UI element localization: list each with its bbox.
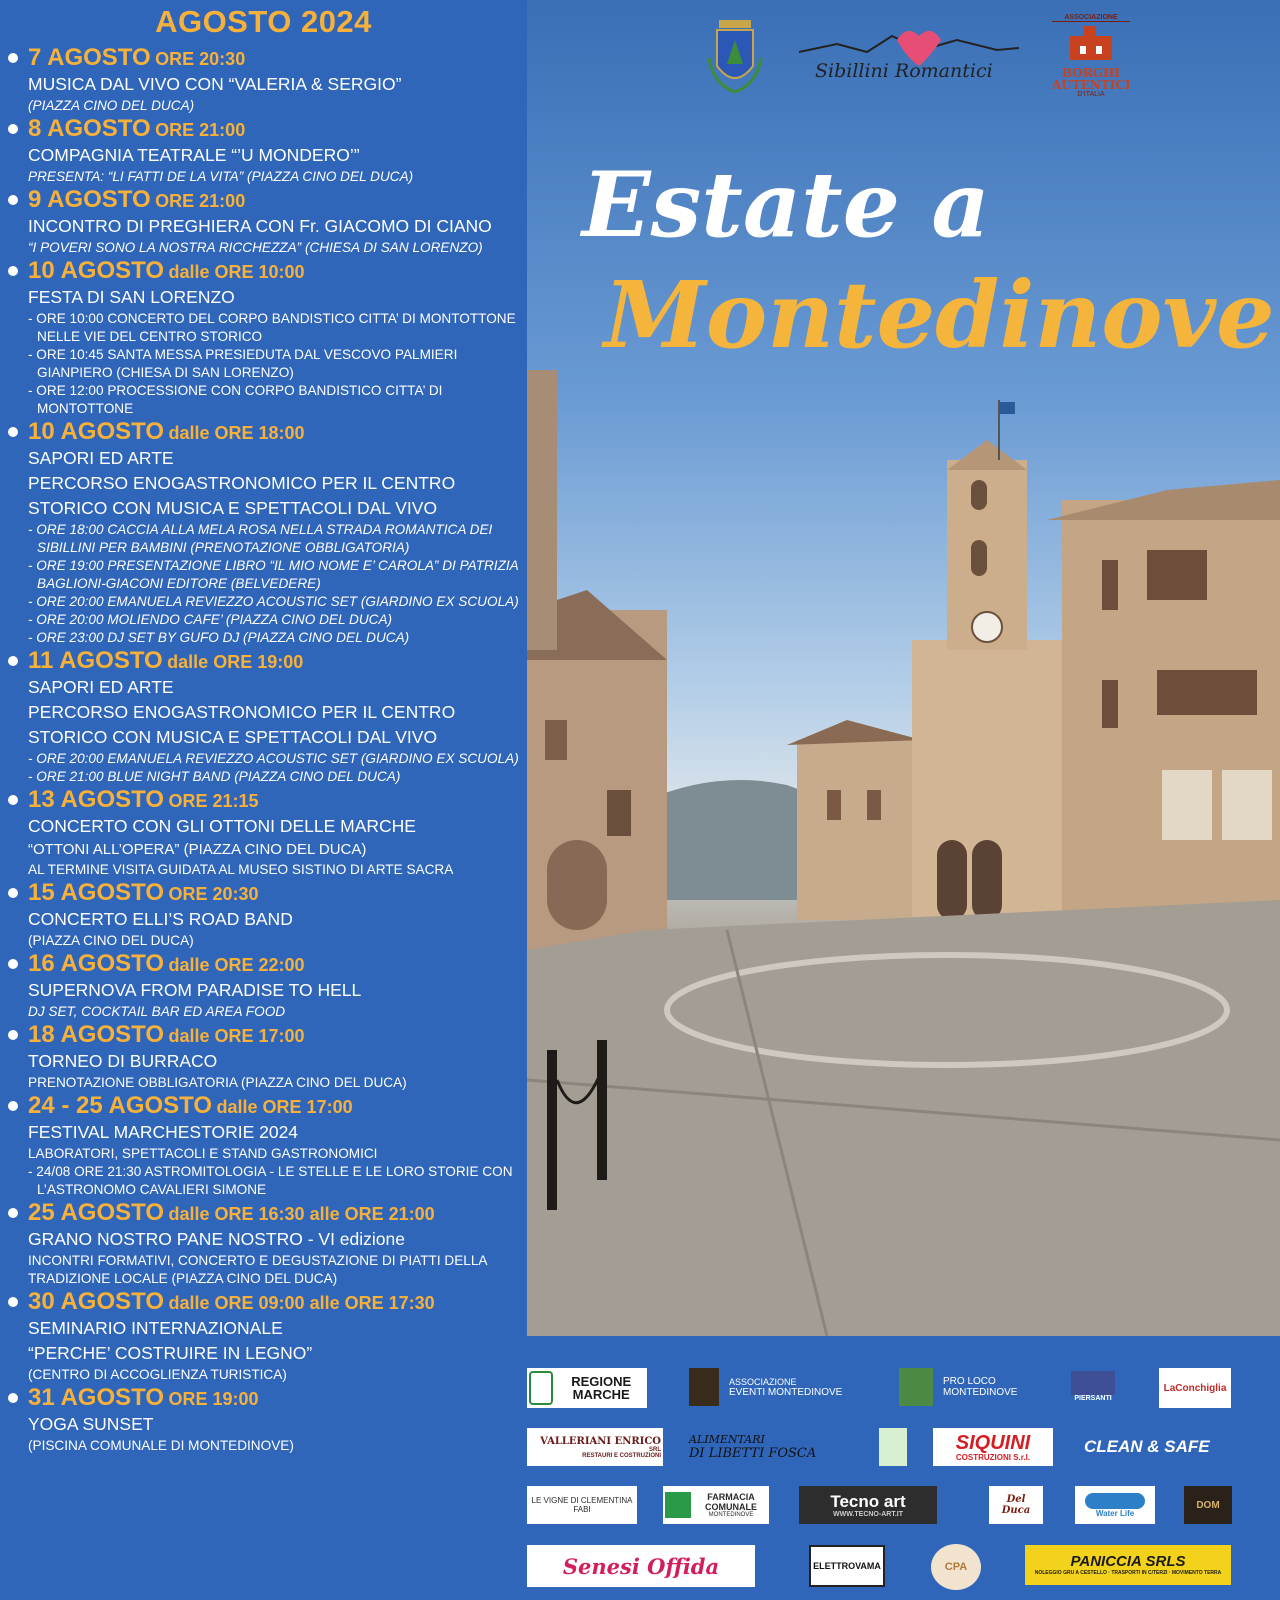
- event-item: [6, 1288, 524, 1384]
- alimentari-name: DI LIBETTI FOSCA: [689, 1446, 817, 1461]
- bullet-icon: [8, 266, 18, 276]
- event-header: [28, 1384, 524, 1412]
- event-detail: DJ SET, COCKTAIL BAR ED AREA FOOD: [28, 1004, 286, 1019]
- pharmacy-cross-icon: [665, 1492, 691, 1518]
- sponsors-area: [527, 1336, 1280, 1600]
- siquini-sub: COSTRUZIONI S.r.l.: [955, 1452, 1031, 1462]
- bullet-icon: [8, 1030, 18, 1040]
- wave-icon: [1085, 1493, 1145, 1509]
- paniccia-sub: NOLEGGIO GRU A CESTELLO · TRASPORTI IN C/TERZI · MOVIMENTO TERRA: [1034, 1570, 1222, 1576]
- event-date: 24 - 25 AGOSTO: [28, 1092, 213, 1119]
- regione-marche-logo: [527, 1368, 647, 1408]
- event-detail: - ORE 18:00 CACCIA ALLA MELA ROSA NELLA STRADA ROMANTICA DEI SIBILLINI PER BAMBINI (PRENOTAZIONE OBBLIGATORIA): [28, 522, 493, 555]
- del-duca-logo: [989, 1486, 1043, 1524]
- event-header: [28, 1092, 524, 1120]
- event-detail: TORNEO DI BURRACO: [28, 1051, 218, 1071]
- event-time: ORE 21:15: [168, 791, 259, 811]
- event-item: [6, 1021, 524, 1092]
- piersanti-text: PIERSANTI: [1074, 1394, 1112, 1402]
- event-date: 8 AGOSTO: [28, 115, 151, 142]
- event-detail: “I POVERI SONO LA NOSTRA RICCHEZZA” (CHIESA DI SAN LORENZO): [28, 240, 483, 255]
- event-detail: FESTA DI SAN LORENZO: [28, 287, 235, 307]
- bullet-icon: [8, 53, 18, 63]
- program-title: AGOSTO 2024: [155, 4, 372, 39]
- cpa-logo: [931, 1544, 981, 1590]
- event-date: 10 AGOSTO: [28, 257, 165, 284]
- poster-title-line1: Estate a: [582, 152, 990, 258]
- elettrovama-text: ELETTROVAMA: [813, 1561, 881, 1571]
- piersanti-icon: [1071, 1371, 1115, 1395]
- event-item: [6, 44, 524, 115]
- event-date: 7 AGOSTO: [28, 44, 151, 71]
- event-detail: - ORE 23:00 DJ SET BY GUFO DJ (PIAZZA CINO DEL DUCA): [28, 630, 410, 645]
- event-detail: CONCERTO ELLI’S ROAD BAND: [28, 909, 293, 929]
- event-time: ORE 19:00: [168, 1389, 259, 1409]
- event-time: ORE 21:00: [155, 191, 246, 211]
- event-date: 10 AGOSTO: [28, 418, 165, 445]
- paniccia-text: PANICCIA SRLS: [1070, 1553, 1186, 1570]
- clean-safe-text: CLEAN & SAFE: [1084, 1437, 1210, 1456]
- event-detail: - ORE 19:00 PRESENTAZIONE LIBRO “IL MIO NOME E’ CAROLA” DI PATRIZIA BAGLIONI-GIACONI EDITORE (BELVEDERE): [28, 558, 519, 591]
- event-detail: PERCORSO ENOGASTRONOMICO PER IL CENTRO STORICO CON MUSICA E SPETTACOLI DAL VIVO: [28, 473, 456, 518]
- event-detail: FESTIVAL MARCHESTORIE 2024: [28, 1122, 299, 1142]
- tecno-art-text: Tecno art: [830, 1491, 906, 1511]
- event-time: dalle ORE 22:00: [168, 955, 305, 975]
- event-time: dalle ORE 10:00: [168, 262, 305, 282]
- farmacia-sub: MONTEDINOVE: [708, 1512, 754, 1518]
- event-list: [6, 44, 524, 1455]
- poster-title-line2: Montedinove: [604, 261, 1275, 369]
- le-vigne-logo: [527, 1486, 637, 1524]
- event-header: [28, 879, 524, 907]
- event-time: dalle ORE 19:00: [167, 652, 304, 672]
- sibillini-romantici-logo: [797, 22, 1022, 92]
- small-green-logo: [879, 1428, 907, 1466]
- event-detail: “OTTONI ALL’OPERA” (PIAZZA CINO DEL DUCA): [28, 841, 367, 858]
- event-item: [6, 1384, 524, 1455]
- event-header: [28, 418, 524, 446]
- event-item: [6, 115, 524, 186]
- event-detail: COMPAGNIA TEATRALE “’U MONDERO’”: [28, 145, 360, 165]
- dom-text: DOM: [1196, 1499, 1220, 1511]
- event-header: [28, 115, 524, 143]
- event-detail: PRESENTA: “LI FATTI DE LA VITA” (PIAZZA CINO DEL DUCA): [28, 169, 414, 184]
- event-header: [28, 257, 524, 285]
- event-detail: (PIAZZA CINO DEL DUCA): [28, 933, 194, 948]
- event-detail: - ORE 20:00 EMANUELA REVIEZZO ACOUSTIC SET (GIARDINO EX SCUOLA): [28, 751, 519, 766]
- event-detail: LABORATORI, SPETTACOLI E STAND GASTRONOMICI: [28, 1146, 378, 1161]
- event-date: 18 AGOSTO: [28, 1021, 165, 1048]
- senesi-offida-text: Senesi Offida: [562, 1553, 720, 1579]
- event-detail: - ORE 12:00 PROCESSIONE CON CORPO BANDISTICO CITTA’ DI MONTOTTONE: [28, 383, 443, 416]
- event-detail: CONCERTO CON GLI OTTONI DELLE MARCHE: [28, 816, 416, 836]
- sibillini-text: Sibillini Romantici: [815, 60, 993, 82]
- le-vigne-text: LE VIGNE DI CLEMENTINA FABI: [531, 1496, 633, 1514]
- elettrovama-logo: [809, 1545, 885, 1587]
- valleriani-sub: SRL: [649, 1446, 661, 1453]
- event-date: 15 AGOSTO: [28, 879, 165, 906]
- event-detail: YOGA SUNSET: [28, 1414, 154, 1434]
- bullet-icon: [8, 888, 18, 898]
- event-date: 11 AGOSTO: [28, 647, 163, 674]
- bullet-icon: [8, 1101, 18, 1111]
- event-detail: INCONTRO DI PREGHIERA CON Fr. GIACOMO DI CIANO: [28, 216, 492, 236]
- event-item: [6, 1199, 524, 1288]
- event-header: [28, 786, 524, 814]
- event-time: dalle ORE 09:00 alle ORE 17:30: [168, 1293, 435, 1313]
- siquini-logo: [933, 1428, 1053, 1466]
- farmacia-text: FARMACIA COMUNALE: [705, 1492, 757, 1512]
- eventi-montedinove-logo: [687, 1366, 857, 1408]
- event-detail: - ORE 10:45 SANTA MESSA PRESIEDUTA DAL VESCOVO PALMIERI GIANPIERO (CHIESA DI SAN LORENZO): [28, 347, 458, 380]
- event-detail: (PIAZZA CINO DEL DUCA): [28, 98, 195, 113]
- event-item: [6, 879, 524, 950]
- event-detail: - ORE 20:00 EMANUELA REVIEZZO ACOUSTIC SET (GIARDINO EX SCUOLA): [28, 594, 519, 609]
- event-time: dalle ORE 16:30 alle ORE 21:00: [168, 1204, 435, 1224]
- eventi-icon: [689, 1368, 719, 1406]
- event-time: ORE 20:30: [168, 884, 259, 904]
- regione-marche-text: REGIONE MARCHE: [571, 1374, 632, 1402]
- event-date: 30 AGOSTO: [28, 1288, 165, 1315]
- paniccia-logo: [1025, 1545, 1231, 1585]
- event-detail: - ORE 21:00 BLUE NIGHT BAND (PIAZZA CINO DEL DUCA): [28, 769, 401, 784]
- event-detail: INCONTRI FORMATIVI, CONCERTO E DEGUSTAZIONE DI PIATTI DELLA TRADIZIONE LOCALE (PIAZZA CINO DEL DUCA): [28, 1253, 487, 1286]
- event-detail: SUPERNOVA FROM PARADISE TO HELL: [28, 980, 362, 1000]
- poster-title: [582, 150, 1275, 370]
- event-detail: PRENOTAZIONE OBBLIGATORIA (PIAZZA CINO DEL DUCA): [28, 1075, 407, 1090]
- event-detail: PERCORSO ENOGASTRONOMICO PER IL CENTRO STORICO CON MUSICA E SPETTACOLI DAL VIVO: [28, 702, 456, 747]
- la-conchiglia-text: LaConchiglia: [1163, 1382, 1227, 1394]
- program-panel: [0, 0, 527, 1600]
- event-item: [6, 418, 524, 647]
- event-item: [6, 1092, 524, 1199]
- water-life-logo: [1075, 1486, 1155, 1524]
- borghi-autentici-logo: [1052, 14, 1130, 98]
- event-detail: GRANO NOSTRO PANE NOSTRO - VI edizione: [28, 1229, 405, 1249]
- event-item: [6, 786, 524, 879]
- event-item: [6, 950, 524, 1021]
- event-date: 13 AGOSTO: [28, 786, 165, 813]
- bullet-icon: [8, 795, 18, 805]
- borghi-sub: D'ITALIA: [1077, 91, 1105, 98]
- valleriani-text: VALLERIANI ENRICO: [540, 1435, 661, 1447]
- bullet-icon: [8, 195, 18, 205]
- event-time: ORE 21:00: [155, 120, 246, 140]
- event-header: [28, 647, 524, 675]
- dom-logo: [1184, 1486, 1232, 1524]
- event-header: [28, 44, 524, 72]
- valleriani-sub2: RESTAURI E COSTRUZIONI: [582, 1452, 661, 1459]
- valleriani-logo: [527, 1428, 663, 1466]
- event-time: dalle ORE 18:00: [168, 423, 305, 443]
- pro-loco-text: PRO LOCO MONTEDINOVE: [943, 1376, 1018, 1398]
- event-detail: - ORE 20:00 MOLIENDO CAFE’ (PIAZZA CINO DEL DUCA): [28, 612, 393, 627]
- water-life-text: Water Life: [1095, 1508, 1135, 1518]
- eventi-text: EVENTI MONTEDINOVE: [729, 1386, 843, 1398]
- pro-loco-logo: [897, 1366, 1047, 1408]
- bullet-icon: [8, 1393, 18, 1403]
- pro-loco-icon: [899, 1368, 933, 1406]
- event-header: [28, 1021, 524, 1049]
- senesi-offida-logo: [527, 1545, 755, 1587]
- event-time: ORE 20:30: [155, 49, 246, 69]
- alimentari-top: ALIMENTARI: [689, 1433, 765, 1446]
- bullet-icon: [8, 427, 18, 437]
- event-header: [28, 1288, 524, 1316]
- cpa-text: CPA: [944, 1561, 968, 1573]
- bullet-icon: [8, 124, 18, 134]
- bullet-icon: [8, 1208, 18, 1218]
- event-detail: SAPORI ED ARTE: [28, 677, 174, 697]
- bullet-icon: [8, 959, 18, 969]
- event-detail: “PERCHE’ COSTRUIRE IN LEGNO”: [28, 1343, 313, 1363]
- bullet-icon: [8, 1297, 18, 1307]
- event-item: [6, 257, 524, 418]
- borghi-name: BORGHI AUTENTICI: [1052, 66, 1131, 92]
- event-header: [28, 1199, 524, 1227]
- event-date: 9 AGOSTO: [28, 186, 151, 213]
- alimentari-logo: [687, 1428, 857, 1466]
- eventi-top-text: ASSOCIAZIONE: [729, 1376, 797, 1387]
- event-detail: AL TERMINE VISITA GUIDATA AL MUSEO SISTINO DI ARTE SACRA: [28, 862, 454, 877]
- bullet-icon: [8, 656, 18, 666]
- piersanti-logo: [1067, 1364, 1119, 1408]
- event-header: [28, 950, 524, 978]
- event-time: dalle ORE 17:00: [168, 1026, 305, 1046]
- event-item: [6, 186, 524, 257]
- regione-marche-icon: [529, 1371, 553, 1405]
- event-date: 31 AGOSTO: [28, 1384, 165, 1411]
- clean-safe-logo: [1082, 1428, 1232, 1466]
- event-date: 25 AGOSTO: [28, 1199, 165, 1226]
- event-detail: SEMINARIO INTERNAZIONALE: [28, 1318, 283, 1338]
- la-conchiglia-logo: [1159, 1368, 1231, 1408]
- event-header: [28, 186, 524, 214]
- event-time: dalle ORE 17:00: [216, 1097, 353, 1117]
- farmacia-logo: [663, 1486, 769, 1524]
- event-date: 16 AGOSTO: [28, 950, 165, 977]
- event-detail: - ORE 10:00 CONCERTO DEL CORPO BANDISTICO CITTA’ DI MONTOTTONE NELLE VIE DEL CENTRO STORICO: [28, 311, 516, 344]
- event-detail: (PISCINA COMUNALE DI MONTEDINOVE): [28, 1438, 294, 1453]
- event-detail: SAPORI ED ARTE: [28, 448, 174, 468]
- event-detail: (CENTRO DI ACCOGLIENZA TURISTICA): [28, 1367, 287, 1382]
- del-duca-text: Del Duca: [1001, 1494, 1031, 1516]
- event-detail: - 24/08 ORE 21:30 ASTROMITOLOGIA - LE STELLE E LE LORO STORIE CON L’ASTRONOMO CAVALIERI SIMONE: [28, 1164, 513, 1197]
- borghi-top-label: ASSOCIAZIONE: [1052, 14, 1130, 22]
- event-detail: MUSICA DAL VIVO CON “VALERIA & SERGIO”: [28, 74, 402, 94]
- photo-panel: [527, 0, 1280, 1336]
- event-item: [6, 647, 524, 786]
- siquini-text: SIQUINI: [955, 1431, 1031, 1454]
- tecno-art-url: WWW.TECNO-ART.IT: [833, 1510, 903, 1518]
- tecno-art-logo: [799, 1486, 937, 1524]
- comune-crest-logo: [707, 18, 763, 96]
